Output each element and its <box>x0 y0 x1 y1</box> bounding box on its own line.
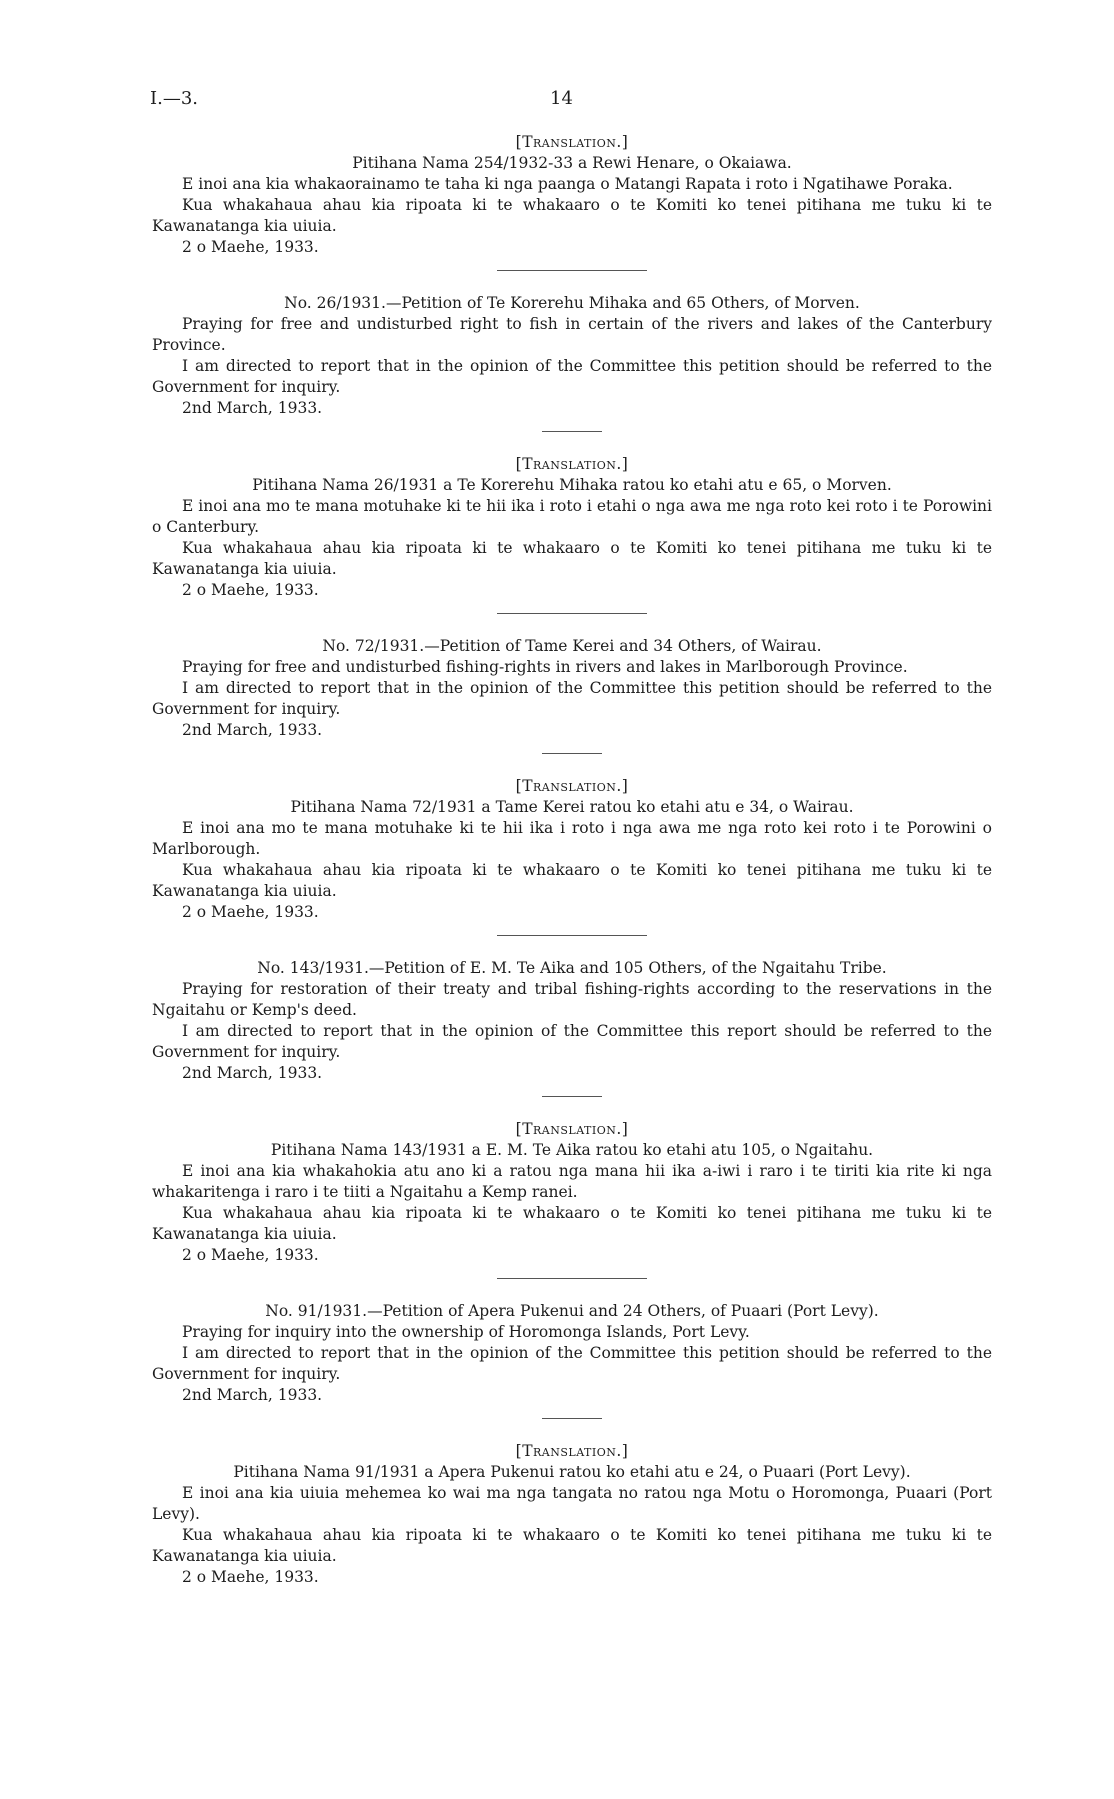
committee-report: Kua whakahaua ahau kia ripoata ki te whakaaro o te Komiti ko tenei pitihana me tuku ki te Kawanatanga kia uiuia. <box>152 861 992 900</box>
petition-translation-254 <box>152 132 992 258</box>
committee-report: Kua whakahaua ahau kia ripoata ki te whakaaro o te Komiti ko tenei pitihana me tuku ki te Kawanatanga kia uiuia. <box>152 196 992 235</box>
petition-prayer: Praying for free and undisturbed fishing-rights in rivers and lakes in Marlborough Province. <box>182 658 908 676</box>
petition-prayer: E inoi ana kia whakaorainamo te taha ki nga paanga o Matangi Rapata i roto i Ngatihawe Poraka. <box>182 175 953 193</box>
page-number: 14 <box>550 88 573 109</box>
committee-report: I am directed to report that in the opinion of the Committee this petition should be referred to the Government for inquiry. <box>152 679 992 718</box>
petition-prayer: E inoi ana mo te mana motuhake ki te hii ika i roto i nga awa me nga roto kei roto i te Porowini o Marlborough. <box>152 819 992 858</box>
petition-prayer: E inoi ana kia whakahokia atu ano ki a ratou nga mana hii ika a-iwi i raro i te tiriti kia rite ki nga whakaritenga i raro i te tiiti a Ngaitahu a Kemp ranei. <box>152 1162 992 1201</box>
section-divider <box>497 1278 647 1279</box>
page-content <box>152 132 992 1588</box>
petition-translation-72 <box>152 776 992 923</box>
report-date: 2 o Maehe, 1933. <box>182 1246 319 1264</box>
paper-reference: I.—3. <box>150 88 199 109</box>
petition-143-1931 <box>152 958 992 1084</box>
report-date: 2 o Maehe, 1933. <box>182 238 319 256</box>
translation-label: [Translation.] <box>515 777 629 795</box>
committee-report: Kua whakahaua ahau kia ripoata ki te whakaaro o te Komiti ko tenei pitihana me tuku ki te Kawanatanga kia uiuia. <box>152 1526 992 1565</box>
report-date: 2nd March, 1933. <box>182 1386 323 1404</box>
petition-translation-26 <box>152 454 992 601</box>
report-date: 2nd March, 1933. <box>182 721 323 739</box>
translation-label: [Translation.] <box>515 455 629 473</box>
translation-label: [Translation.] <box>515 133 629 151</box>
page-header <box>150 88 1000 112</box>
petition-title: Pitihana Nama 26/1931 a Te Korerehu Mihaka ratou ko etahi atu e 65, o Morven. <box>252 476 892 494</box>
committee-report: Kua whakahaua ahau kia ripoata ki te whakaaro o te Komiti ko tenei pitihana me tuku ki te Kawanatanga kia uiuia. <box>152 539 992 578</box>
report-date: 2 o Maehe, 1933. <box>182 1568 319 1586</box>
petition-72-1931 <box>152 636 992 741</box>
petition-title: Pitihana Nama 143/1931 a E. M. Te Aika ratou ko etahi atu 105, o Ngaitahu. <box>270 1141 874 1159</box>
section-divider <box>542 431 602 432</box>
translation-label: [Translation.] <box>515 1442 629 1460</box>
section-divider <box>542 753 602 754</box>
petition-title: No. 26/1931.—Petition of Te Korerehu Mihaka and 65 Others, of Morven. <box>284 294 860 312</box>
committee-report: Kua whakahaua ahau kia ripoata ki te whakaaro o te Komiti ko tenei pitihana me tuku ki te Kawanatanga kia uiuia. <box>152 1204 992 1243</box>
section-divider <box>497 270 647 271</box>
report-date: 2 o Maehe, 1933. <box>182 903 319 921</box>
section-divider <box>542 1418 602 1419</box>
petition-prayer: Praying for free and undisturbed right to fish in certain of the rivers and lakes of the Canterbury Province. <box>152 315 992 354</box>
section-divider <box>542 1096 602 1097</box>
petition-title: No. 143/1931.—Petition of E. M. Te Aika and 105 Others, of the Ngaitahu Tribe. <box>257 959 887 977</box>
committee-report: I am directed to report that in the opinion of the Committee this petition should be referred to the Government for inquiry. <box>152 357 992 396</box>
petition-title: Pitihana Nama 91/1931 a Apera Pukenui ratou ko etahi atu e 24, o Puaari (Port Levy). <box>233 1463 911 1481</box>
translation-label: [Translation.] <box>515 1120 629 1138</box>
section-divider <box>497 613 647 614</box>
petition-title: No. 72/1931.—Petition of Tame Kerei and 34 Others, of Wairau. <box>322 637 822 655</box>
section-divider <box>497 935 647 936</box>
report-date: 2nd March, 1933. <box>182 1064 323 1082</box>
committee-report: I am directed to report that in the opinion of the Committee this report should be referred to the Government for inquiry. <box>152 1022 992 1061</box>
petition-title: No. 91/1931.—Petition of Apera Pukenui and 24 Others, of Puaari (Port Levy). <box>265 1302 879 1320</box>
petition-translation-143 <box>152 1119 992 1266</box>
report-date: 2 o Maehe, 1933. <box>182 581 319 599</box>
petition-title: Pitihana Nama 254/1932-33 a Rewi Henare, o Okaiawa. <box>352 154 792 172</box>
report-date: 2nd March, 1933. <box>182 399 323 417</box>
petition-26-1931 <box>152 293 992 419</box>
petition-prayer: E inoi ana kia uiuia mehemea ko wai ma nga tangata no ratou nga Motu o Horomonga, Puaari (Port Levy). <box>152 1484 992 1523</box>
petition-91-1931 <box>152 1301 992 1406</box>
petition-prayer: E inoi ana mo te mana motuhake ki te hii ika i roto i etahi o nga awa me nga roto kei roto i te Porowini o Canterbury. <box>152 497 992 536</box>
petition-translation-91 <box>152 1441 992 1588</box>
committee-report: I am directed to report that in the opinion of the Committee this petition should be referred to the Government for inquiry. <box>152 1344 992 1383</box>
petition-title: Pitihana Nama 72/1931 a Tame Kerei ratou ko etahi atu e 34, o Wairau. <box>290 798 854 816</box>
petition-prayer: Praying for inquiry into the ownership of Horomonga Islands, Port Levy. <box>182 1323 750 1341</box>
petition-prayer: Praying for restoration of their treaty and tribal fishing-rights according to the reservations in the Ngaitahu or Kemp's deed. <box>152 980 992 1019</box>
